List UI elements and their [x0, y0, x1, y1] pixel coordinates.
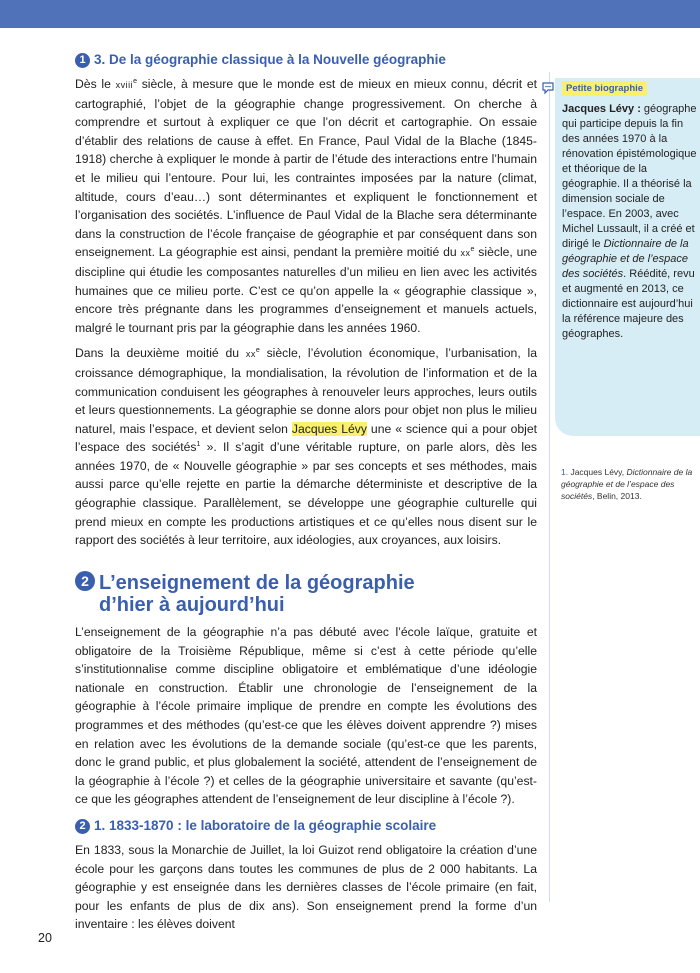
sidebar-divider	[549, 72, 550, 902]
section-title-line-1: L’enseignement de la géographie	[99, 572, 415, 594]
text-run: siècle, à mesure que le monde est de mieux en mieux connu, décrit et cartographié, l’objet de la géographie change progressivement. On cherche à comprendre et surtout à expliquer ce que l’on décrit et cartographie. On essaie d’établir des relations de cause à effet. En France, Paul Vidal de la Blache (1845-1918) cherche à expliquer le monde à partir de l’étude des interactions entre l’humain et le milieu qui l’entoure. Pour lui, les contraintes imposées par la nature (climat, altitude, cours d’eau…) sont déterminantes et expliquent le fonctionnement et l’organisation des sociétés. L’influence de Paul Vidal de la Blache sera déterminante dans la construction de l’école française de géographie et par conséquent dans son enseignement. La géographie est ainsi, pendant la première moitié du	[75, 77, 537, 260]
section-number-badge: 1	[75, 53, 90, 68]
century-numeral: xviii	[115, 80, 134, 90]
subsection-title: 1. 1833-1870 : le laboratoire de la géographie scolaire	[94, 818, 437, 833]
paragraph	[75, 75, 537, 337]
text-run: siècle, une discipline qui étudie les composantes naturelles d’un milieu en lien avec les activités humaines que ce milieu porte. C’est ce qu’on appelle la « géographie classique », encore très prégnante dans les programmes d’enseignement et manuels actuels, malgré le tournant pris par la géographie dans les années 1960.	[75, 245, 538, 335]
section-2-intro	[75, 623, 537, 816]
section-number-badge: 2	[75, 571, 95, 591]
top-banner	[0, 0, 700, 28]
footnote-title: Dictionnaire de la géographie et de l’espace des sociétés	[561, 467, 693, 501]
biography-name: Jacques Lévy :	[562, 103, 641, 115]
paragraph: En 1833, sous la Monarchie de Juillet, la loi Guizot rend obligatoire la création d’une école pour les garçons dans toutes les communes de plus de 2 000 habitants. La géographie y est enseignée dans les dernières classes de l’école primaire (en fait, pour les enfants de plus de dix ans). Son enseignement prend la forme d’un inventaire : les élèves doivent	[75, 843, 537, 932]
page-number: 20	[38, 931, 52, 945]
century-numeral: xx	[245, 349, 256, 360]
paragraph	[75, 344, 537, 550]
highlighted-name: Jacques Lévy	[291, 421, 367, 436]
subsection-body	[75, 841, 537, 941]
biography-text	[562, 102, 698, 342]
footnote	[561, 466, 696, 502]
text-run: géographe qui participe depuis la fin des années 1970 à la rénovation épistémologique et théorique de la géographie. Il a théorisé la dimension sociale de l’espace. En 2003, avec Michel Lussault, il a créé et dirigé le	[562, 103, 697, 250]
text-run: siècle, l’évolution économique, l’urbanisation, la croissance démographique, la mondialisation, la révolution de l’information et de la communication conduisent les géographes à renouveler leurs approches, leurs outils et leurs questionnements. La géographie se donne alors pour objet non plus le milieu naturel, mais l’espace, et devient selon	[75, 346, 537, 436]
section-1-body	[75, 75, 537, 557]
paragraph: L’enseignement de la géographie n’a pas débuté avec l’école laïque, gratuite et obligatoire de la Troisième République, même si c’est à cette période qu’elle s’institutionnalise comme discipline obligatoire et emblématique d’une idéologie nationale en construction. Établir une chronologie de l’enseignement de la géographie à l’école primaire implique de prendre en compte les évolutions des programmes et des méthodes (qu’est-ce que les élèves doivent apprendre ?) mises en relation avec les évolutions de la demande sociale (qu’est-ce que les parents, donc le grand public, et plus globalement la société, attendent de l’enseignement de la géographie à l’école ?) et celles de la géographie universitaire et savante (qu’est-ce que les géographes attendent de l’enseignement de leur discipline à l’école ?).	[75, 625, 537, 807]
section-number-badge: 2	[75, 819, 90, 834]
text-run: . Réédité, revu et augmenté en 2013, ce dictionnaire est aujourd’hui la référence majeure des géographes.	[562, 268, 695, 340]
superscript: e	[255, 347, 260, 355]
footnote-number: 1.	[561, 467, 569, 477]
text-run: Dès le	[75, 77, 116, 91]
footnote-publisher: , Belin, 2013.	[592, 491, 642, 501]
footnote-author: Jacques Lévy,	[568, 467, 627, 477]
footnote-ref[interactable]: 1	[196, 441, 201, 449]
book-title: Dictionnaire de la géographie et de l’espace des sociétés	[562, 238, 689, 280]
section-heading-1	[75, 52, 446, 68]
section-title-line-2: d’hier à aujourd’hui	[99, 594, 285, 616]
text-run: Dans la deuxième moitié du	[75, 346, 246, 361]
superscript: e	[470, 246, 475, 254]
subsection-heading	[75, 818, 436, 834]
century-numeral: xx	[460, 248, 471, 259]
superscript: e	[133, 77, 137, 85]
biography-tag: Petite biographie	[562, 81, 647, 96]
section-title: 3. De la géographie classique à la Nouvelle géographie	[94, 52, 446, 67]
section-heading-2	[75, 571, 415, 616]
text-run: une « science qui a pour objet l’espace des sociétés	[75, 421, 537, 455]
speech-bubble-icon	[541, 81, 555, 95]
text-run: ». Il s’agit d’une véritable rupture, on parle alors, dès les années 1970, de « Nouvelle géographie » par ses concepts et ses méthodes, mais aussi parce qu’elle rejette en partie la démarche déterministe et descriptive de la géographie classique. Parallèlement, se développe une géographie culturelle qui prend mieux en compte les productions artistiques et ce qu’elles nous disent sur le rapport des sociétés à leur territoire, aux idéologies, aux croyances, aux loisirs.	[75, 440, 537, 548]
